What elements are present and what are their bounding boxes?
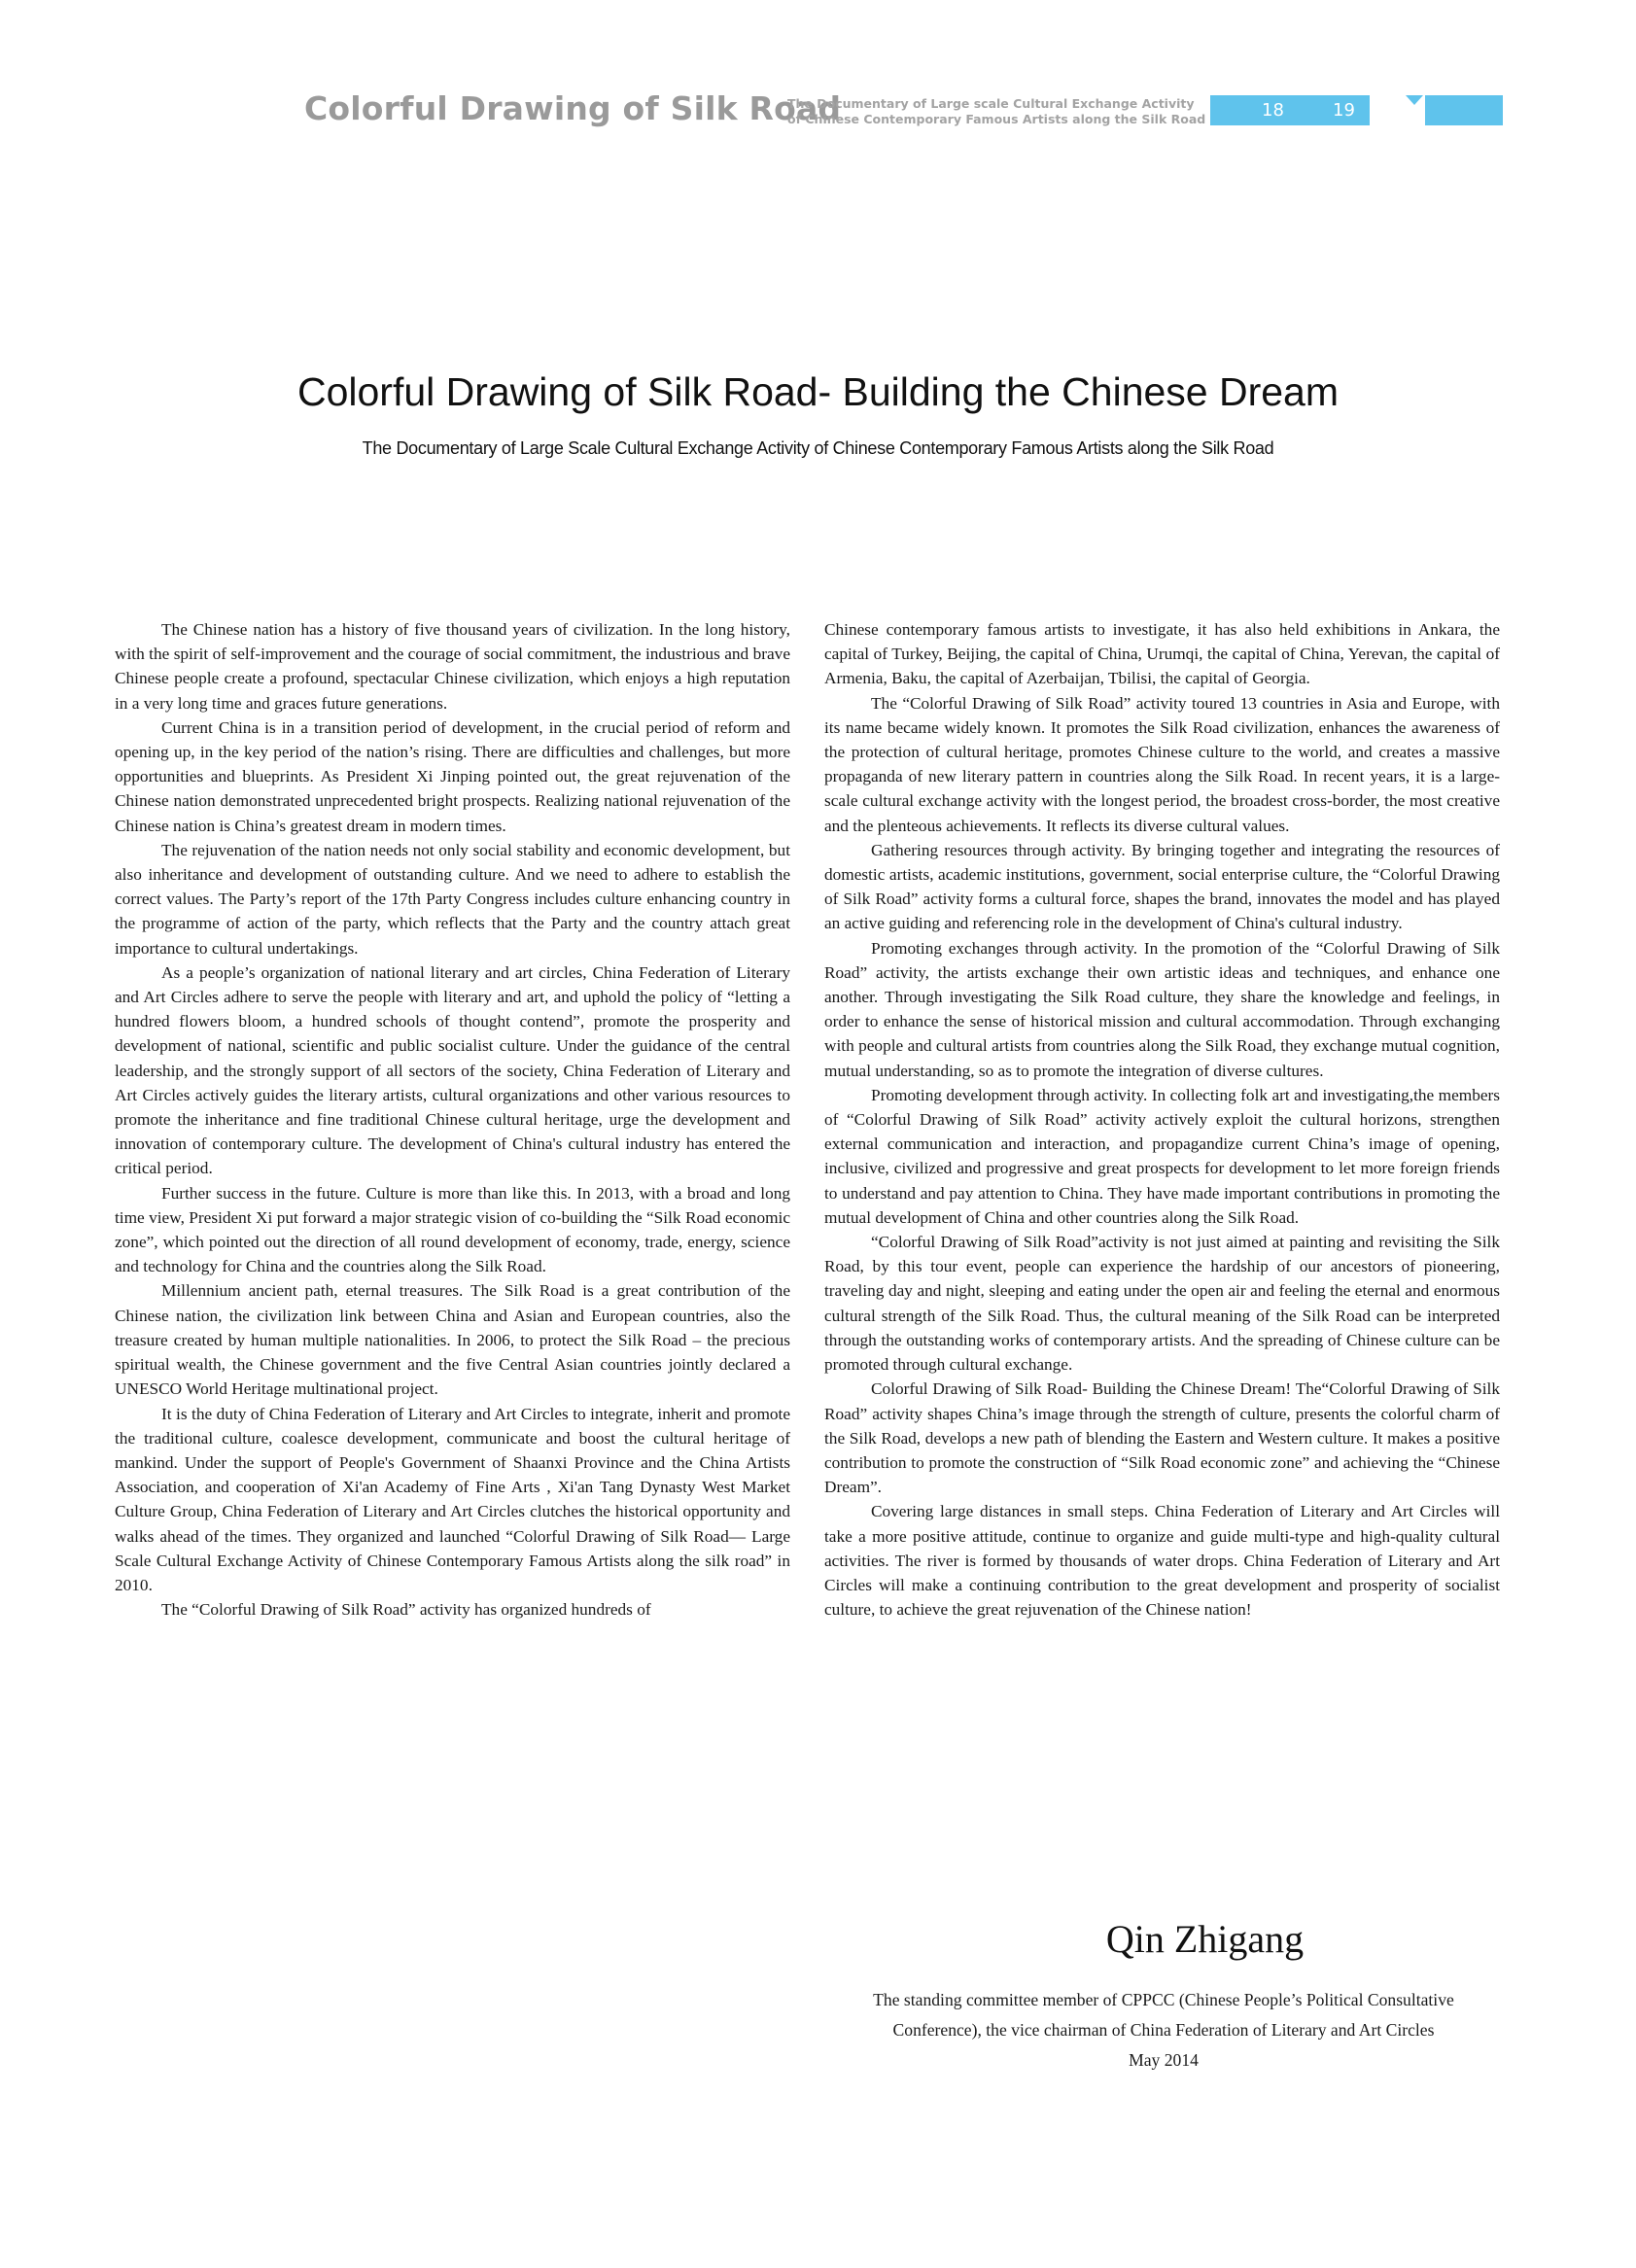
triangle-marker-icon: [1406, 95, 1423, 105]
article-title: Colorful Drawing of Silk Road- Building the Chinese Dream: [296, 369, 1340, 414]
author-role-line2: Conference), the vice chairman of China Federation of Literary and Art Circles: [892, 2020, 1435, 2040]
paragraph-continuation: Chinese contemporary famous artists to investigate, it has also held exhibitions in Ankara, the capital of Turkey, Beijing, the capital of China, Urumqi, the capital of China, Yerevan, the capital of Armenia, Baku, the capital of Azerbaijan, Tbilisi, the capital of Georgia.: [824, 620, 1500, 688]
paragraph: The “Colorful Drawing of Silk Road” activity toured 13 countries in Asia and Europe, with its name became widely known. It promotes the Silk Road civilization, enhances the awareness of the protection of cultural heritage, promotes Chinese culture to the world, and creates a massive propaganda of new literary pattern in countries along the Silk Road. In recent years, it is a large-scale cultural exchange activity with the longest period, the broadest cross-border, the most creative and the plenteous achievements. It reflects its diverse cultural values.: [824, 693, 1500, 835]
header-subheading: [787, 96, 1205, 127]
paragraph: Current China is in a transition period of development, in the crucial period of reform and opening up, in the key period of the nation’s rising. There are difficulties and challenges, but more opportunities and blueprints. As President Xi Jinping pointed out, the great rejuvenation of the Chinese nation demonstrated unprecedented bright prospects. Realizing national rejuvenation of the Chinese nation is China’s greatest dream in modern times.: [115, 717, 790, 835]
paragraph: Covering large distances in small steps. China Federation of Literary and Art Circles will take a more positive attitude, continue to organize and guide multi-type and high-quality cultural activities. The river is formed by thousands of water drops. China Federation of Literary and Art Circles will make a continuing contribution to the great development and prosperity of socialist culture, to achieve the great rejuvenation of the Chinese nation!: [824, 1502, 1500, 1620]
paragraph: Gathering resources through activity. By bringing together and integrating the resources of domestic artists, academic institutions, government, social enterprise culture, the “Colorful Drawing of Silk Road” activity forms a cultural force, shapes the brand, innovates the model and has played an active guiding and referencing role in the development of China's cultural industry.: [824, 840, 1500, 933]
paragraph: “Colorful Drawing of Silk Road”activity is not just aimed at painting and revisiting the Silk Road, by this tour event, people can experience the hardship of our ancestors of pioneering, traveling day and night, sleeping and eating under the open air and feeling the eternal and enormous cultural strength of the Silk Road. Thus, the cultural meaning of the Silk Road can be interpreted through the outstanding works of contemporary artists. And the spreading of Chinese culture can be promoted through cultural exchange.: [824, 1233, 1500, 1375]
author-role: [824, 1985, 1503, 2045]
author-role-line1: The standing committee member of CPPCC (Chinese People’s Political Consultative: [873, 1990, 1454, 2009]
author-name: Qin Zhigang: [1105, 1917, 1305, 1961]
article-column-left: [115, 617, 790, 1622]
header-brand-title: Colorful Drawing of Silk Road: [304, 89, 842, 127]
page-number-box: [1210, 95, 1370, 125]
article-subtitle: The Documentary of Large Scale Cultural Exchange Activity of Chinese Contemporary Famous Artists along the Silk Road: [362, 438, 1274, 458]
paragraph: Promoting exchanges through activity. In the promotion of the “Colorful Drawing of Silk Road” activity, the artists exchange their own artistic ideas and techniques, and enhance one another. Through investigating the Silk Road culture, they share the knowledge and feelings, in order to enhance the sense of historical mission and cultural accommodation. Through exchanging with people and cultural artists from countries along the Silk Road, they exchange mutual cognition, mutual understanding, so as to promote the integration of diverse cultures.: [824, 938, 1500, 1080]
paragraph: Colorful Drawing of Silk Road- Building the Chinese Dream! The“Colorful Drawing of Silk Road” activity shapes China’s image through the strength of culture, presents the colorful charm of the Silk Road, develops a new path of blending the Eastern and Western culture. It makes a positive contribution to promote the construction of “Silk Road economic zone” and achieving the “Chinese Dream”.: [824, 1379, 1500, 1497]
signature-block: [824, 1915, 1503, 2076]
paragraph: Millennium ancient path, eternal treasures. The Silk Road is a great contribution of the Chinese nation, the civilization link between China and Asian and European countries, also the treasure created by human multiple nationalities. In 2006, to protect the Silk Road – the precious spiritual wealth, the Chinese government and the five Central Asian countries jointly declared a UNESCO World Heritage multinational project.: [115, 1281, 790, 1399]
paragraph: As a people’s organization of national literary and art circles, China Federation of Literary and Art Circles adhere to serve the people with literary and art, and uphold the policy of “letting a hundred flowers bloom, a hundred schools of thought contend”, promote the prosperity and development of national, scientific and public socialist culture. Under the guidance of the central leadership, and the strongly support of all sectors of the society, China Federation of Literary and Art Circles actively guides the literary artists, cultural organizations and other various resources to promote the inheritance and fine traditional Chinese cultural heritage, urge the development and innovation of contemporary culture. The development of China's cultural industry has entered the critical period.: [115, 962, 790, 1178]
paragraph: The “Colorful Drawing of Silk Road” activity has organized hundreds of: [161, 1600, 651, 1620]
header-subheading-line2: of Chinese Contemporary Famous Artists along the Silk Road: [787, 112, 1206, 126]
page-header: [0, 0, 1636, 136]
paragraph: The Chinese nation has a history of five thousand years of civilization. In the long history, with the spirit of self-improvement and the courage of social commitment, the industrious and brave Chinese people create a profound, spectacular Chinese civilization, which enjoys a high reputation in a very long time and graces future generations.: [115, 620, 790, 713]
paragraph: The rejuvenation of the nation needs not only social stability and economic development, but also inheritance and development of outstanding culture. And we need to adhere to establish the correct values. The Party’s report of the 17th Party Congress includes culture enhancing country in the programme of action of the party, which reflects that the Party and the country attach great importance to cultural undertakings.: [115, 840, 790, 958]
header-subheading-line1: The Documentary of Large scale Cultural Exchange Activity: [787, 96, 1195, 111]
paragraph: Promoting development through activity. In collecting folk art and investigating,the members of “Colorful Drawing of Silk Road” activity actively exploit the cultural horizons, strengthen external communication and interaction, and propagandize current China’s image of opening, inclusive, civilized and progressive and great prospects for development to let more foreign friends to understand and pay attention to China. They have made important contributions in promoting the mutual development of China and other countries along the Silk Road.: [824, 1085, 1500, 1227]
header-accent-tab: [1425, 95, 1503, 125]
paragraph: It is the duty of China Federation of Literary and Art Circles to integrate, inherit and promote the traditional culture, coalesce development, communicate and boost the cultural heritage of mankind. Under the support of People's Government of Shaanxi Province and the China Artists Association, and cooperation of Xi'an Academy of Fine Arts , Xi'an Tang Dynasty West Market Culture Group, China Federation of Literary and Art Circles clutches the historical opportunity and walks ahead of the times. They organized and launched “Colorful Drawing of Silk Road— Large Scale Cultural Exchange Activity of Chinese Contemporary Famous Artists along the silk road” in 2010.: [115, 1404, 790, 1594]
paragraph: Further success in the future. Culture is more than like this. In 2013, with a broad and long time view, President Xi put forward a major strategic vision of co-building the “Silk Road economic zone”, which pointed out the direction of all round development of economy, trade, energy, science and technology for China and the countries along the Silk Road.: [115, 1183, 790, 1276]
page-number-left: 18: [1262, 100, 1284, 121]
article-column-right: [824, 617, 1500, 1622]
page-number-right: 19: [1333, 100, 1355, 121]
signature-date: May 2014: [1129, 2050, 1199, 2070]
